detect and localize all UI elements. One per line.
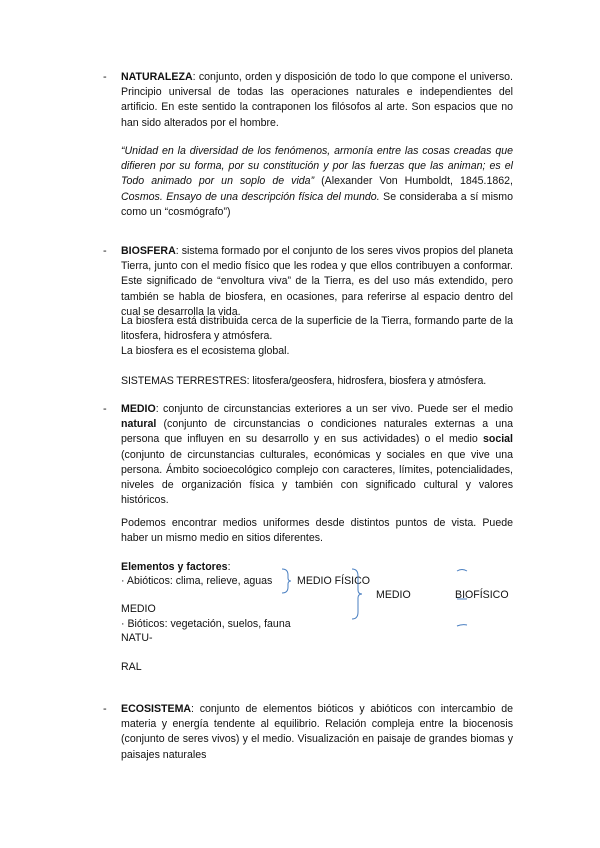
naturaleza-definition bbox=[121, 70, 513, 131]
bracket-medio bbox=[350, 568, 364, 620]
biosfera-paragraph-3: La biosfera es el ecosistema global. bbox=[121, 345, 290, 357]
ral-label: RAL bbox=[121, 661, 142, 673]
elementos-heading bbox=[121, 560, 231, 575]
bullet-dash: - bbox=[103, 703, 107, 715]
dash-mark-mid bbox=[456, 596, 468, 604]
biosfera-paragraph-2: La biosfera está distribuida cerca de la superficie de la Tierra, formando parte de la litosfera, hidrosfera y atmósfera. bbox=[121, 315, 513, 343]
dash-mark-bottom bbox=[456, 622, 468, 630]
medio-def-a: : conjunto de circunstancias exteriores a un ser vivo. Puede ser el medio bbox=[155, 403, 513, 415]
ecosistema-def-text: : conjunto de elementos bióticos y abióticos con intercambio de materia y energía tendente al equilibrio. Relación compleja entre la biocenosis (conjunto de seres vivos) y el medio. Visualización en paisaje de grandes biomas y paisajes naturales bbox=[121, 703, 513, 761]
medio-definition bbox=[121, 402, 513, 508]
biosfera-def-text: : sistema formado por el conjunto de los seres vivos propios del planeta Tierra, junto con el medio físico que les rodea y que ellos contribuyen a conformar. Este significado de “envoltura viva” de la Tierra, es del uso más extendido, pero también se habla de biosfera, en ocasiones, para referirse al espacio dentro del cual se desarrolla la vida. bbox=[121, 245, 513, 318]
ecosistema-definition bbox=[121, 702, 513, 763]
term-ecosistema: ECOSISTEMA bbox=[121, 703, 192, 715]
medio-biofisico-medio: MEDIO bbox=[376, 589, 411, 601]
medio-paragraph-2: Podemos encontrar medios uniformes desde distintos puntos de vista. Puede haber un mismo medio en sitios diferentes. bbox=[121, 517, 513, 545]
naturaleza-def-text: : conjunto, orden y disposición de todo lo que compone el universo. Principio universal de todas las operaciones naturales e independientes del artificio. En este sentido la contraponen los filósofos al arte. Son espacios que no han sido alterados por el hombre. bbox=[121, 71, 513, 129]
citation-b: Se consideraba a sí mismo como un “cosmógrafo”) bbox=[121, 190, 513, 218]
medio-def-c: (conjunto de circunstancias culturales, económicas y sociales en que vive una persona. Ámbito socioecológico complejo con caracteres, límites, potencialidades, niveles de organización física y también con significado cultural y valores históricos. bbox=[121, 448, 513, 507]
biofisico-label: BIOFÍSICO bbox=[455, 589, 509, 601]
term-medio: MEDIO bbox=[121, 403, 156, 415]
medio-natural-label-top: MEDIO bbox=[121, 603, 156, 615]
bullet-dash: - bbox=[103, 71, 107, 83]
bracket-abioticos bbox=[280, 568, 292, 594]
abioticos-line: · Abióticos: clima, relieve, aguas bbox=[121, 575, 273, 587]
elementos-colon: : bbox=[227, 561, 231, 573]
bullet-dash: - bbox=[103, 245, 107, 257]
medio-def-b: (conjunto de circunstancias o condiciones naturales externas a una persona que influyen en su desarrollo y en sus actividades) o el medio bbox=[121, 418, 513, 446]
bioticos-line: · Bióticos: vegetación, suelos, fauna bbox=[121, 618, 291, 630]
citation-work: Cosmos. Ensayo de una descripción física del mundo. bbox=[121, 190, 380, 203]
naturaleza-quote-block bbox=[121, 144, 513, 220]
medio-natural: natural bbox=[121, 418, 157, 431]
term-biosfera: BIOSFERA bbox=[121, 245, 176, 257]
citation-a: (Alexander Von Humboldt, 1845.1862, bbox=[314, 175, 513, 188]
humboldt-quote: “Unidad en la diversidad de los fenómenos, armonía entre las cosas creadas que difieren por su forma, por su constitución y por las fuerzas que las animan; es el Todo animado por un soplo de vida” bbox=[121, 145, 513, 188]
medio-fisico-label: MEDIO FÍSICO bbox=[297, 575, 370, 587]
term-naturaleza: NATURALEZA bbox=[121, 71, 193, 83]
bullet-dash: - bbox=[103, 403, 107, 415]
natu-label: NATU- bbox=[121, 632, 153, 644]
medio-social: social bbox=[482, 433, 513, 446]
dash-mark-top bbox=[456, 568, 468, 576]
biosfera-definition bbox=[121, 244, 513, 320]
elementos-title: Elementos y factores bbox=[121, 561, 228, 573]
sistemas-terrestres: SISTEMAS TERRESTRES: litosfera/geosfera, hidrosfera, biosfera y atmósfera. bbox=[121, 375, 487, 387]
